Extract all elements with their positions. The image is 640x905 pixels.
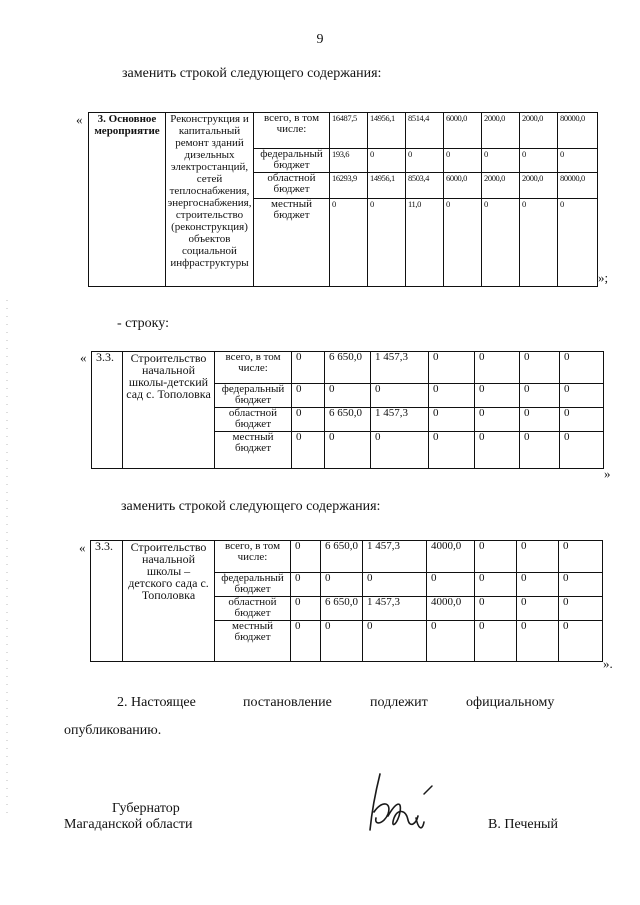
value-cell: 1 457,3 <box>371 352 429 384</box>
value-cell: 0 <box>368 199 406 287</box>
value-cell: 0 <box>371 384 429 408</box>
category-cell: местный бюджет <box>254 199 330 287</box>
value-cell: 0 <box>429 408 475 432</box>
value-cell: 1 457,3 <box>371 408 429 432</box>
category-cell: местный бюджет <box>215 432 292 469</box>
category-cell: федеральный бюджет <box>254 149 330 173</box>
category-cell: всего, в том числе: <box>215 541 291 573</box>
value-cell: 0 <box>292 408 325 432</box>
value-cell: 0 <box>475 541 517 573</box>
replace-heading-1: заменить строкой следующего содержания: <box>122 66 382 81</box>
category-cell: федеральный бюджет <box>215 384 292 408</box>
value-cell: 0 <box>444 149 482 173</box>
value-cell: 6 650,0 <box>325 352 371 384</box>
value-cell: 0 <box>321 621 363 662</box>
value-cell: 0 <box>520 149 558 173</box>
close-quote-2: » <box>604 466 611 481</box>
value-cell: 0 <box>444 199 482 287</box>
category-cell: местный бюджет <box>215 621 291 662</box>
value-cell: 0 <box>291 621 321 662</box>
value-cell: 8503,4 <box>406 173 444 199</box>
value-cell: 0 <box>427 621 475 662</box>
measure-title: Строительство начальной школы – детского сада с. Тополовка <box>123 541 215 662</box>
measure-title: Реконструкция и капитальный ремонт зданий дизельных электростанций, сетей теплоснабжения, энергоснабжения, строительство (реконструкция) объектов социальной инфраструктуры <box>166 113 254 287</box>
replace-heading-2: - строку: <box>117 316 169 331</box>
value-cell: 0 <box>429 432 475 469</box>
value-cell: 0 <box>560 432 604 469</box>
value-cell: 0 <box>291 573 321 597</box>
region-name: Магаданской области <box>64 817 193 832</box>
value-cell: 0 <box>517 573 559 597</box>
clause-word-2: постановление <box>243 695 332 710</box>
value-cell: 2000,0 <box>520 173 558 199</box>
category-cell: федеральный бюджет <box>215 573 291 597</box>
page-number: 9 <box>316 32 324 47</box>
budget-table-3 <box>90 540 603 662</box>
value-cell: 2000,0 <box>520 113 558 149</box>
value-cell: 2000,0 <box>482 113 520 149</box>
measure-title: Строительство начальной школы-детский сад с. Тополовка <box>123 352 215 469</box>
budget-table-2 <box>91 351 604 469</box>
signatory-name: В. Печеный <box>488 817 558 832</box>
value-cell: 0 <box>560 384 604 408</box>
open-quote-2: « <box>80 350 87 365</box>
value-cell: 0 <box>475 352 520 384</box>
value-cell: 193,6 <box>330 149 368 173</box>
value-cell: 0 <box>517 541 559 573</box>
value-cell: 1 457,3 <box>363 541 427 573</box>
value-cell: 0 <box>321 573 363 597</box>
value-cell: 14956,1 <box>368 113 406 149</box>
close-quote-1: »; <box>598 270 609 285</box>
clause-word-3: подлежит <box>370 695 428 710</box>
value-cell: 0 <box>371 432 429 469</box>
value-cell: 0 <box>517 621 559 662</box>
value-cell: 4000,0 <box>427 597 475 621</box>
open-quote-3: « <box>79 540 86 555</box>
value-cell: 4000,0 <box>427 541 475 573</box>
value-cell: 0 <box>292 384 325 408</box>
value-cell: 0 <box>475 573 517 597</box>
value-cell: 0 <box>325 432 371 469</box>
budget-table-1 <box>88 112 598 287</box>
value-cell: 0 <box>558 149 598 173</box>
value-cell: 0 <box>559 597 603 621</box>
category-cell: областной бюджет <box>215 597 291 621</box>
value-cell: 0 <box>559 541 603 573</box>
value-cell: 0 <box>330 199 368 287</box>
value-cell: 2000,0 <box>482 173 520 199</box>
clause-word-1: 2. Настоящее <box>117 695 196 710</box>
value-cell: 0 <box>520 352 560 384</box>
value-cell: 0 <box>291 541 321 573</box>
clause-word-4: официальному <box>466 695 555 710</box>
value-cell: 0 <box>560 352 604 384</box>
category-cell: всего, в том числе: <box>215 352 292 384</box>
open-quote-1: « <box>76 112 83 127</box>
value-cell: 14956,1 <box>368 173 406 199</box>
value-cell: 0 <box>559 621 603 662</box>
value-cell: 0 <box>363 573 427 597</box>
value-cell: 0 <box>520 432 560 469</box>
replace-heading-3: заменить строкой следующего содержания: <box>121 499 381 514</box>
value-cell: 16293,9 <box>330 173 368 199</box>
category-cell: областной бюджет <box>215 408 292 432</box>
value-cell: 0 <box>517 597 559 621</box>
value-cell: 0 <box>475 384 520 408</box>
value-cell: 0 <box>559 573 603 597</box>
value-cell: 0 <box>482 149 520 173</box>
value-cell: 1 457,3 <box>363 597 427 621</box>
value-cell: 0 <box>291 597 321 621</box>
value-cell: 0 <box>427 573 475 597</box>
value-cell: 0 <box>520 384 560 408</box>
value-cell: 0 <box>475 432 520 469</box>
value-cell: 0 <box>475 621 517 662</box>
value-cell: 6 650,0 <box>325 408 371 432</box>
value-cell: 0 <box>429 384 475 408</box>
value-cell: 80000,0 <box>558 113 598 149</box>
value-cell: 0 <box>475 408 520 432</box>
value-cell: 0 <box>292 432 325 469</box>
value-cell: 0 <box>292 352 325 384</box>
value-cell: 6000,0 <box>444 173 482 199</box>
table-row <box>92 352 604 384</box>
value-cell: 0 <box>325 384 371 408</box>
measure-code: 3.3. <box>92 352 123 469</box>
value-cell: 0 <box>558 199 598 287</box>
value-cell: 0 <box>368 149 406 173</box>
clause-line-2: опубликованию. <box>64 723 162 738</box>
value-cell: 0 <box>520 199 558 287</box>
close-quote-3: ». <box>603 656 613 671</box>
value-cell: 0 <box>406 149 444 173</box>
measure-code: 3. Основное мероприятие <box>89 113 166 287</box>
value-cell: 11,0 <box>406 199 444 287</box>
category-cell: всего, в том числе: <box>254 113 330 149</box>
value-cell: 0 <box>482 199 520 287</box>
value-cell: 6 650,0 <box>321 597 363 621</box>
value-cell: 6 650,0 <box>321 541 363 573</box>
value-cell: 80000,0 <box>558 173 598 199</box>
value-cell: 0 <box>560 408 604 432</box>
category-cell: областной бюджет <box>254 173 330 199</box>
value-cell: 16487,5 <box>330 113 368 149</box>
value-cell: 0 <box>429 352 475 384</box>
value-cell: 0 <box>475 597 517 621</box>
scan-edge-marks <box>6 300 8 820</box>
table-row <box>91 541 603 573</box>
value-cell: 0 <box>363 621 427 662</box>
governor-title: Губернатор <box>112 801 180 816</box>
table-row <box>89 113 598 149</box>
value-cell: 8514,4 <box>406 113 444 149</box>
value-cell: 0 <box>520 408 560 432</box>
value-cell: 6000,0 <box>444 113 482 149</box>
handwritten-signature <box>366 772 438 836</box>
measure-code: 3.3. <box>91 541 123 662</box>
